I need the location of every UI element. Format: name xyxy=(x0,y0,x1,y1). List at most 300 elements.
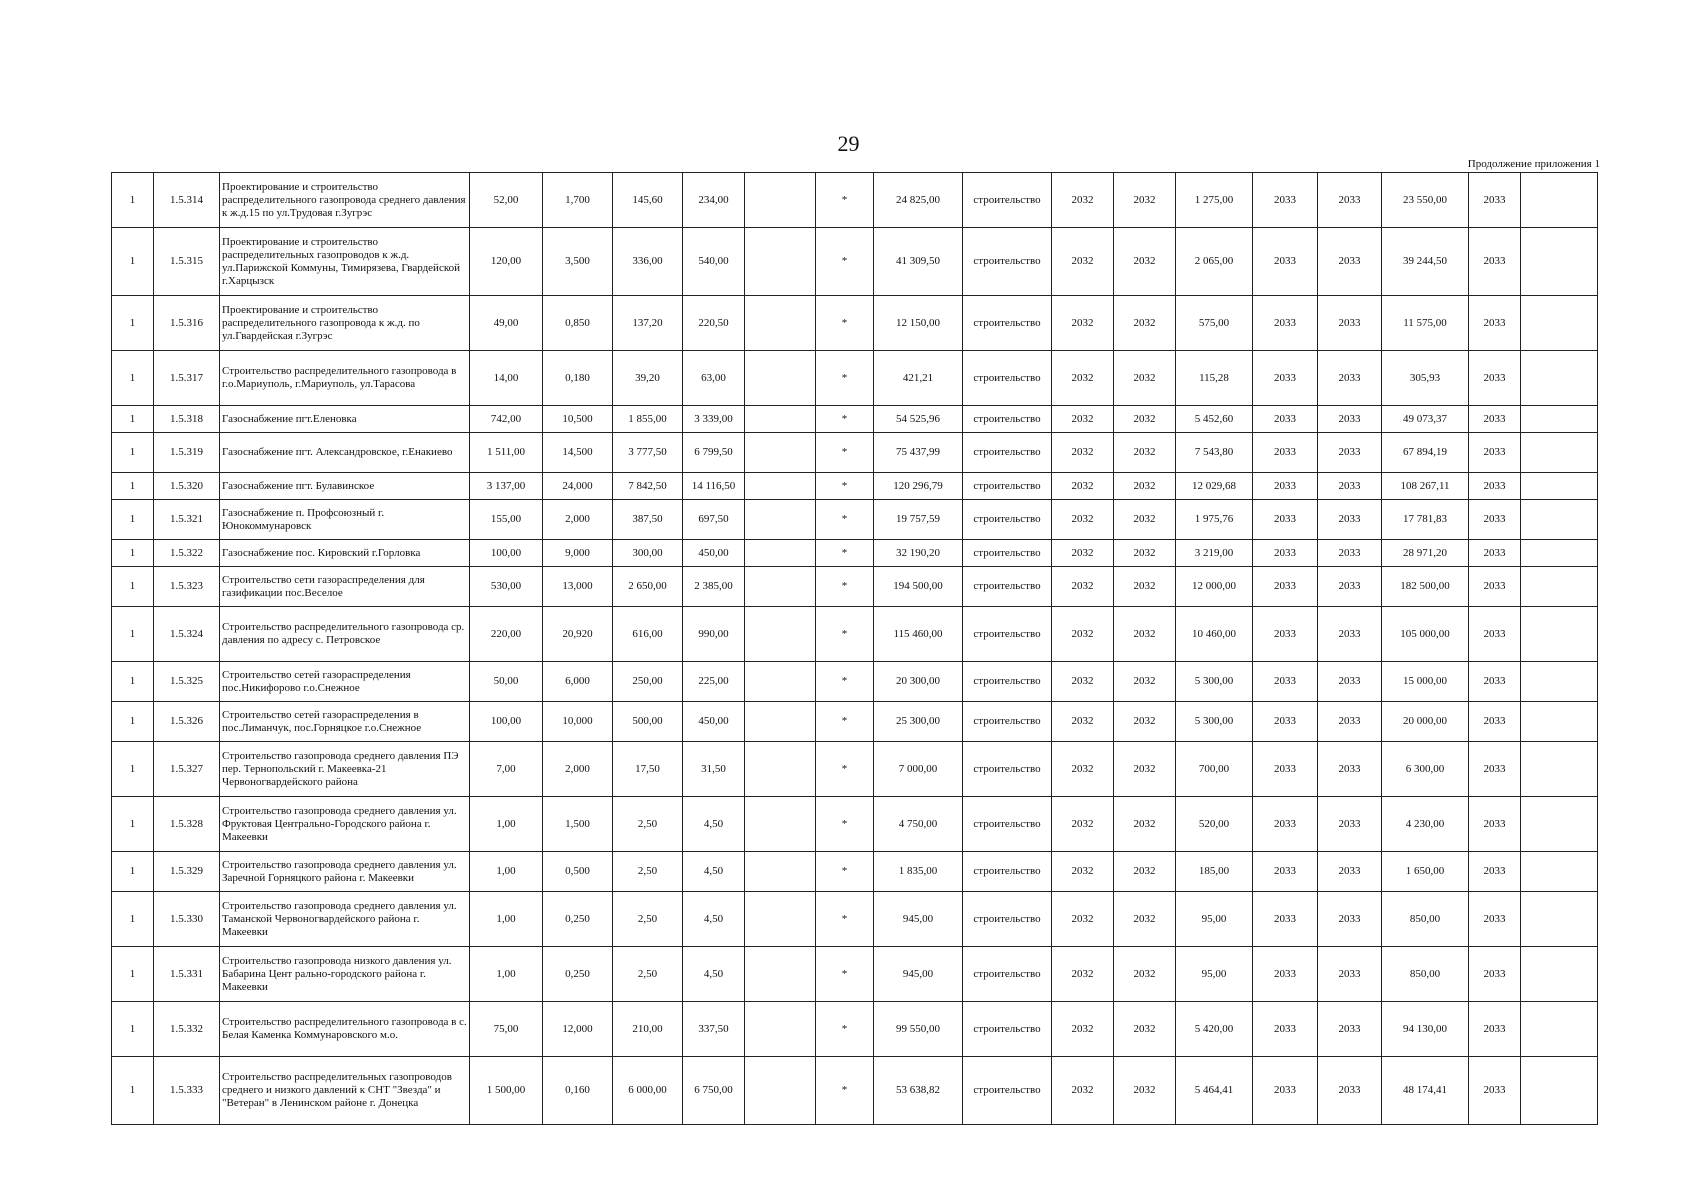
row-col6: 137,20 xyxy=(613,296,683,351)
row-note xyxy=(1521,296,1598,351)
row-work-type: строительство xyxy=(963,852,1052,892)
row-amount-1: 700,00 xyxy=(1176,742,1253,797)
row-col7: 225,00 xyxy=(683,662,745,702)
row-start-year-2: 2033 xyxy=(1253,173,1318,228)
row-note xyxy=(1521,892,1598,947)
table-row xyxy=(112,540,1598,567)
row-end-year-2: 2033 xyxy=(1318,228,1382,296)
row-col5: 0,180 xyxy=(543,351,613,406)
row-work-type: строительство xyxy=(963,433,1052,473)
row-note xyxy=(1521,567,1598,607)
row-end-year-2: 2033 xyxy=(1318,662,1382,702)
row-start-year: 2032 xyxy=(1052,742,1114,797)
row-marker: * xyxy=(816,607,874,662)
row-col8 xyxy=(745,892,816,947)
row-col5: 9,000 xyxy=(543,540,613,567)
row-start-year: 2032 xyxy=(1052,662,1114,702)
row-col6: 2 650,00 xyxy=(613,567,683,607)
row-work-type: строительство xyxy=(963,173,1052,228)
row-number: 1.5.328 xyxy=(154,797,220,852)
table-row xyxy=(112,500,1598,540)
row-start-year-2: 2033 xyxy=(1253,742,1318,797)
row-col8 xyxy=(745,473,816,500)
row-start-year: 2032 xyxy=(1052,892,1114,947)
row-work-type: строительство xyxy=(963,947,1052,1002)
row-amount-2: 20 000,00 xyxy=(1382,702,1469,742)
row-end-year: 2032 xyxy=(1114,406,1176,433)
row-work-type: строительство xyxy=(963,1002,1052,1057)
row-col5: 13,000 xyxy=(543,567,613,607)
row-col4: 155,00 xyxy=(470,500,543,540)
row-col6: 2,50 xyxy=(613,892,683,947)
row-work-type: строительство xyxy=(963,406,1052,433)
row-col8 xyxy=(745,1057,816,1125)
row-amount-2: 94 130,00 xyxy=(1382,1002,1469,1057)
row-col6: 336,00 xyxy=(613,228,683,296)
row-end-year: 2032 xyxy=(1114,892,1176,947)
row-cost: 421,21 xyxy=(874,351,963,406)
row-start-year: 2032 xyxy=(1052,540,1114,567)
row-note xyxy=(1521,852,1598,892)
row-amount-2: 48 174,41 xyxy=(1382,1057,1469,1125)
row-marker: * xyxy=(816,228,874,296)
table-row xyxy=(112,662,1598,702)
row-work-type: строительство xyxy=(963,702,1052,742)
row-note xyxy=(1521,228,1598,296)
row-col7: 220,50 xyxy=(683,296,745,351)
row-col5: 0,250 xyxy=(543,947,613,1002)
row-end-year: 2032 xyxy=(1114,567,1176,607)
row-col7: 6 799,50 xyxy=(683,433,745,473)
row-col8 xyxy=(745,433,816,473)
row-note xyxy=(1521,947,1598,1002)
row-description: Строительство сети газораспределения для газификации пос.Веселое xyxy=(220,567,470,607)
row-col8 xyxy=(745,500,816,540)
row-description: Строительство сетей газораспределения в пос.Лиманчук, пос.Горняцкое г.о.Снежное xyxy=(220,702,470,742)
row-cost: 115 460,00 xyxy=(874,607,963,662)
table-row xyxy=(112,473,1598,500)
row-description: Строительство распределительных газопроводов среднего и низкого давлений к СНТ "Звезда" и "Ветеран" в Ленинском районе г. Донецка xyxy=(220,1057,470,1125)
row-completion-year: 2033 xyxy=(1469,892,1521,947)
row-completion-year: 2033 xyxy=(1469,500,1521,540)
continuation-note: Продолжение приложения 1 xyxy=(1467,158,1600,170)
row-note xyxy=(1521,406,1598,433)
row-note xyxy=(1521,1057,1598,1125)
row-completion-year: 2033 xyxy=(1469,173,1521,228)
row-end-year-2: 2033 xyxy=(1318,296,1382,351)
row-start-year-2: 2033 xyxy=(1253,351,1318,406)
row-start-year: 2032 xyxy=(1052,296,1114,351)
row-col7: 4,50 xyxy=(683,797,745,852)
row-amount-1: 95,00 xyxy=(1176,892,1253,947)
row-group: 1 xyxy=(112,296,154,351)
row-col8 xyxy=(745,228,816,296)
row-note xyxy=(1521,540,1598,567)
row-number: 1.5.332 xyxy=(154,1002,220,1057)
row-cost: 945,00 xyxy=(874,947,963,1002)
row-end-year: 2032 xyxy=(1114,540,1176,567)
row-col7: 3 339,00 xyxy=(683,406,745,433)
row-end-year: 2032 xyxy=(1114,1002,1176,1057)
row-number: 1.5.326 xyxy=(154,702,220,742)
row-amount-2: 1 650,00 xyxy=(1382,852,1469,892)
row-col6: 616,00 xyxy=(613,607,683,662)
row-group: 1 xyxy=(112,797,154,852)
row-cost: 1 835,00 xyxy=(874,852,963,892)
row-cost: 53 638,82 xyxy=(874,1057,963,1125)
table-row xyxy=(112,351,1598,406)
row-end-year: 2032 xyxy=(1114,607,1176,662)
row-amount-2: 39 244,50 xyxy=(1382,228,1469,296)
row-col6: 2,50 xyxy=(613,797,683,852)
row-cost: 19 757,59 xyxy=(874,500,963,540)
row-description: Газоснабжение пос. Кировский г.Горловка xyxy=(220,540,470,567)
row-completion-year: 2033 xyxy=(1469,1057,1521,1125)
row-amount-1: 95,00 xyxy=(1176,947,1253,1002)
row-start-year: 2032 xyxy=(1052,406,1114,433)
row-work-type: строительство xyxy=(963,742,1052,797)
investment-table xyxy=(111,172,1598,1125)
table-row xyxy=(112,433,1598,473)
row-amount-2: 67 894,19 xyxy=(1382,433,1469,473)
row-completion-year: 2033 xyxy=(1469,567,1521,607)
row-start-year: 2032 xyxy=(1052,228,1114,296)
row-start-year: 2032 xyxy=(1052,567,1114,607)
row-col4: 3 137,00 xyxy=(470,473,543,500)
row-start-year: 2032 xyxy=(1052,1057,1114,1125)
row-work-type: строительство xyxy=(963,797,1052,852)
row-cost: 7 000,00 xyxy=(874,742,963,797)
row-group: 1 xyxy=(112,473,154,500)
row-group: 1 xyxy=(112,892,154,947)
table-row xyxy=(112,607,1598,662)
row-work-type: строительство xyxy=(963,228,1052,296)
row-col4: 7,00 xyxy=(470,742,543,797)
row-group: 1 xyxy=(112,406,154,433)
row-col4: 220,00 xyxy=(470,607,543,662)
row-col8 xyxy=(745,742,816,797)
row-start-year-2: 2033 xyxy=(1253,892,1318,947)
row-col5: 2,000 xyxy=(543,742,613,797)
row-col4: 52,00 xyxy=(470,173,543,228)
row-col8 xyxy=(745,797,816,852)
row-col5: 12,000 xyxy=(543,1002,613,1057)
row-cost: 24 825,00 xyxy=(874,173,963,228)
table-row xyxy=(112,947,1598,1002)
row-description: Строительство сетей газораспределения пос.Никифорово г.о.Снежное xyxy=(220,662,470,702)
row-start-year: 2032 xyxy=(1052,173,1114,228)
row-amount-1: 7 543,80 xyxy=(1176,433,1253,473)
row-start-year: 2032 xyxy=(1052,702,1114,742)
row-amount-2: 23 550,00 xyxy=(1382,173,1469,228)
row-cost: 41 309,50 xyxy=(874,228,963,296)
row-cost: 25 300,00 xyxy=(874,702,963,742)
row-amount-1: 12 000,00 xyxy=(1176,567,1253,607)
row-start-year-2: 2033 xyxy=(1253,702,1318,742)
row-group: 1 xyxy=(112,540,154,567)
row-col5: 1,700 xyxy=(543,173,613,228)
row-amount-1: 1 975,76 xyxy=(1176,500,1253,540)
table-row xyxy=(112,1002,1598,1057)
row-amount-2: 6 300,00 xyxy=(1382,742,1469,797)
row-number: 1.5.318 xyxy=(154,406,220,433)
row-col8 xyxy=(745,662,816,702)
row-work-type: строительство xyxy=(963,567,1052,607)
row-col6: 500,00 xyxy=(613,702,683,742)
row-col4: 50,00 xyxy=(470,662,543,702)
row-work-type: строительство xyxy=(963,892,1052,947)
row-marker: * xyxy=(816,892,874,947)
row-col4: 1 500,00 xyxy=(470,1057,543,1125)
row-start-year-2: 2033 xyxy=(1253,433,1318,473)
row-col7: 31,50 xyxy=(683,742,745,797)
row-group: 1 xyxy=(112,607,154,662)
row-start-year-2: 2033 xyxy=(1253,852,1318,892)
row-col6: 2,50 xyxy=(613,852,683,892)
row-start-year: 2032 xyxy=(1052,607,1114,662)
page-number: 29 xyxy=(837,131,860,156)
row-amount-1: 575,00 xyxy=(1176,296,1253,351)
row-end-year-2: 2033 xyxy=(1318,1002,1382,1057)
row-description: Строительство распределительного газопровода ср. давления по адресу с. Петровское xyxy=(220,607,470,662)
row-end-year: 2032 xyxy=(1114,662,1176,702)
row-end-year: 2032 xyxy=(1114,228,1176,296)
row-number: 1.5.319 xyxy=(154,433,220,473)
row-end-year: 2032 xyxy=(1114,500,1176,540)
row-amount-2: 4 230,00 xyxy=(1382,797,1469,852)
row-number: 1.5.327 xyxy=(154,742,220,797)
row-note xyxy=(1521,1002,1598,1057)
row-group: 1 xyxy=(112,1057,154,1125)
row-col8 xyxy=(745,607,816,662)
row-cost: 120 296,79 xyxy=(874,473,963,500)
row-number: 1.5.324 xyxy=(154,607,220,662)
row-start-year: 2032 xyxy=(1052,500,1114,540)
row-note xyxy=(1521,797,1598,852)
row-col7: 697,50 xyxy=(683,500,745,540)
row-col4: 1,00 xyxy=(470,892,543,947)
row-marker: * xyxy=(816,567,874,607)
row-group: 1 xyxy=(112,433,154,473)
row-col4: 742,00 xyxy=(470,406,543,433)
row-marker: * xyxy=(816,797,874,852)
row-col7: 4,50 xyxy=(683,892,745,947)
table-row xyxy=(112,742,1598,797)
row-cost: 32 190,20 xyxy=(874,540,963,567)
row-end-year-2: 2033 xyxy=(1318,500,1382,540)
row-col4: 1,00 xyxy=(470,947,543,1002)
row-work-type: строительство xyxy=(963,662,1052,702)
table-row xyxy=(112,797,1598,852)
table-row xyxy=(112,702,1598,742)
row-col6: 39,20 xyxy=(613,351,683,406)
row-group: 1 xyxy=(112,567,154,607)
row-col6: 250,00 xyxy=(613,662,683,702)
row-completion-year: 2033 xyxy=(1469,797,1521,852)
row-completion-year: 2033 xyxy=(1469,473,1521,500)
row-start-year: 2032 xyxy=(1052,433,1114,473)
row-col6: 2,50 xyxy=(613,947,683,1002)
row-col7: 4,50 xyxy=(683,947,745,1002)
row-start-year-2: 2033 xyxy=(1253,1057,1318,1125)
row-col6: 7 842,50 xyxy=(613,473,683,500)
row-completion-year: 2033 xyxy=(1469,607,1521,662)
row-end-year-2: 2033 xyxy=(1318,351,1382,406)
row-col4: 1 511,00 xyxy=(470,433,543,473)
row-marker: * xyxy=(816,433,874,473)
row-col5: 24,000 xyxy=(543,473,613,500)
row-col7: 234,00 xyxy=(683,173,745,228)
row-number: 1.5.330 xyxy=(154,892,220,947)
row-completion-year: 2033 xyxy=(1469,742,1521,797)
row-number: 1.5.322 xyxy=(154,540,220,567)
row-col4: 530,00 xyxy=(470,567,543,607)
row-col7: 4,50 xyxy=(683,852,745,892)
row-marker: * xyxy=(816,500,874,540)
row-col6: 1 855,00 xyxy=(613,406,683,433)
row-note xyxy=(1521,662,1598,702)
row-col6: 6 000,00 xyxy=(613,1057,683,1125)
row-number: 1.5.316 xyxy=(154,296,220,351)
row-start-year-2: 2033 xyxy=(1253,567,1318,607)
row-completion-year: 2033 xyxy=(1469,351,1521,406)
row-col5: 3,500 xyxy=(543,228,613,296)
row-number: 1.5.321 xyxy=(154,500,220,540)
row-number: 1.5.323 xyxy=(154,567,220,607)
row-start-year: 2032 xyxy=(1052,473,1114,500)
row-col7: 63,00 xyxy=(683,351,745,406)
row-description: Газоснабжение пгт. Булавинское xyxy=(220,473,470,500)
row-completion-year: 2033 xyxy=(1469,852,1521,892)
row-col7: 14 116,50 xyxy=(683,473,745,500)
row-completion-year: 2033 xyxy=(1469,228,1521,296)
row-col8 xyxy=(745,173,816,228)
row-marker: * xyxy=(816,473,874,500)
row-amount-1: 12 029,68 xyxy=(1176,473,1253,500)
row-col7: 450,00 xyxy=(683,540,745,567)
row-end-year-2: 2033 xyxy=(1318,947,1382,1002)
row-marker: * xyxy=(816,540,874,567)
row-col7: 337,50 xyxy=(683,1002,745,1057)
row-amount-2: 108 267,11 xyxy=(1382,473,1469,500)
row-cost: 12 150,00 xyxy=(874,296,963,351)
row-amount-2: 105 000,00 xyxy=(1382,607,1469,662)
row-amount-1: 5 464,41 xyxy=(1176,1057,1253,1125)
row-end-year-2: 2033 xyxy=(1318,406,1382,433)
row-work-type: строительство xyxy=(963,351,1052,406)
row-end-year-2: 2033 xyxy=(1318,173,1382,228)
row-start-year-2: 2033 xyxy=(1253,473,1318,500)
row-amount-2: 15 000,00 xyxy=(1382,662,1469,702)
row-note xyxy=(1521,351,1598,406)
row-work-type: строительство xyxy=(963,540,1052,567)
row-col4: 120,00 xyxy=(470,228,543,296)
row-number: 1.5.314 xyxy=(154,173,220,228)
row-amount-2: 182 500,00 xyxy=(1382,567,1469,607)
row-completion-year: 2033 xyxy=(1469,406,1521,433)
row-start-year: 2032 xyxy=(1052,351,1114,406)
row-end-year-2: 2033 xyxy=(1318,892,1382,947)
row-col7: 2 385,00 xyxy=(683,567,745,607)
row-end-year-2: 2033 xyxy=(1318,702,1382,742)
row-col8 xyxy=(745,351,816,406)
row-col5: 2,000 xyxy=(543,500,613,540)
row-note xyxy=(1521,702,1598,742)
row-cost: 99 550,00 xyxy=(874,1002,963,1057)
row-end-year: 2032 xyxy=(1114,433,1176,473)
row-note xyxy=(1521,607,1598,662)
row-description: Газоснабжение пгт.Еленовка xyxy=(220,406,470,433)
row-completion-year: 2033 xyxy=(1469,540,1521,567)
row-cost: 75 437,99 xyxy=(874,433,963,473)
row-amount-1: 5 452,60 xyxy=(1176,406,1253,433)
row-description: Проектирование и строительство распределительного газопровода к ж.д. по ул.Гвардейская г.Зугрэс xyxy=(220,296,470,351)
row-description: Строительство газопровода среднего давления ул. Заречной Горняцкого района г. Макеевки xyxy=(220,852,470,892)
row-col6: 3 777,50 xyxy=(613,433,683,473)
row-col8 xyxy=(745,540,816,567)
row-col5: 10,500 xyxy=(543,406,613,433)
row-description: Строительство газопровода среднего давления ПЭ пер. Тернопольский г. Макеевка-21 Червоногвардейского района xyxy=(220,742,470,797)
row-end-year-2: 2033 xyxy=(1318,607,1382,662)
row-end-year-2: 2033 xyxy=(1318,473,1382,500)
table-row xyxy=(112,406,1598,433)
row-group: 1 xyxy=(112,947,154,1002)
row-end-year: 2032 xyxy=(1114,1057,1176,1125)
row-start-year: 2032 xyxy=(1052,852,1114,892)
row-description: Газоснабжение пгт. Александровское, г.Енакиево xyxy=(220,433,470,473)
row-start-year: 2032 xyxy=(1052,797,1114,852)
row-amount-1: 5 420,00 xyxy=(1176,1002,1253,1057)
row-amount-2: 850,00 xyxy=(1382,947,1469,1002)
row-end-year: 2032 xyxy=(1114,473,1176,500)
row-end-year-2: 2033 xyxy=(1318,433,1382,473)
row-description: Строительство распределительного газопровода в г.о.Мариуполь, г.Мариуполь, ул.Тарасова xyxy=(220,351,470,406)
row-amount-1: 520,00 xyxy=(1176,797,1253,852)
row-col5: 0,160 xyxy=(543,1057,613,1125)
row-work-type: строительство xyxy=(963,296,1052,351)
row-end-year: 2032 xyxy=(1114,173,1176,228)
row-col7: 6 750,00 xyxy=(683,1057,745,1125)
row-col8 xyxy=(745,296,816,351)
row-description: Строительство газопровода среднего давления ул. Фруктовая Центрально-Городского района г. Макеевки xyxy=(220,797,470,852)
row-work-type: строительство xyxy=(963,500,1052,540)
row-col4: 100,00 xyxy=(470,540,543,567)
row-amount-2: 11 575,00 xyxy=(1382,296,1469,351)
row-end-year: 2032 xyxy=(1114,797,1176,852)
row-end-year: 2032 xyxy=(1114,852,1176,892)
row-end-year: 2032 xyxy=(1114,742,1176,797)
row-description: Проектирование и строительство распределительного газопровода среднего давления к ж.д.15 по ул.Трудовая г.Зугрэс xyxy=(220,173,470,228)
row-col8 xyxy=(745,406,816,433)
row-amount-1: 5 300,00 xyxy=(1176,662,1253,702)
row-start-year-2: 2033 xyxy=(1253,296,1318,351)
row-note xyxy=(1521,173,1598,228)
row-marker: * xyxy=(816,742,874,797)
table-row xyxy=(112,173,1598,228)
row-completion-year: 2033 xyxy=(1469,662,1521,702)
row-cost: 54 525,96 xyxy=(874,406,963,433)
row-end-year: 2032 xyxy=(1114,702,1176,742)
row-col5: 10,000 xyxy=(543,702,613,742)
row-number: 1.5.315 xyxy=(154,228,220,296)
row-col6: 387,50 xyxy=(613,500,683,540)
row-completion-year: 2033 xyxy=(1469,947,1521,1002)
row-start-year-2: 2033 xyxy=(1253,406,1318,433)
row-end-year-2: 2033 xyxy=(1318,742,1382,797)
row-end-year-2: 2033 xyxy=(1318,852,1382,892)
row-marker: * xyxy=(816,852,874,892)
row-marker: * xyxy=(816,173,874,228)
